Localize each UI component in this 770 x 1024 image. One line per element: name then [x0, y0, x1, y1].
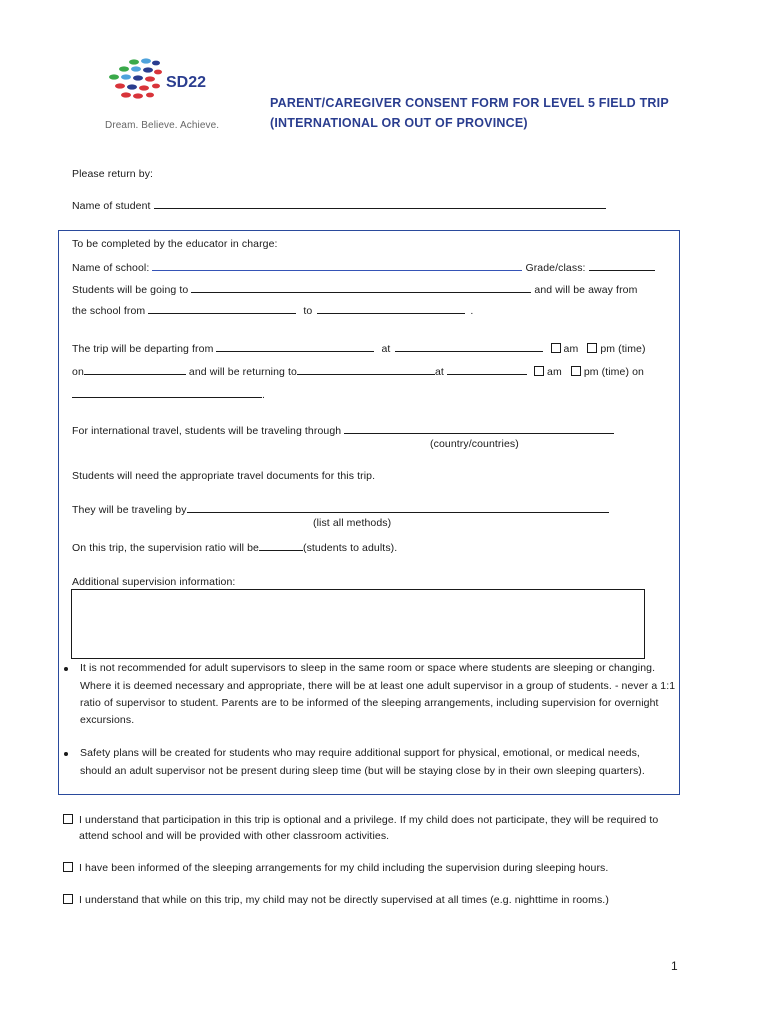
international-label: For international travel, students will be traveling through	[72, 425, 342, 437]
bullet-1-line-3: ratio of supervisor to student. Parents are to be informed of the sleeping arrangements, including supervision for overnight	[80, 697, 659, 709]
returning-am-label: am	[547, 366, 562, 378]
page-title-line-2: (INTERNATIONAL OR OUT OF PROVINCE)	[270, 116, 528, 130]
additional-supervision-textarea[interactable]	[71, 589, 645, 659]
grade-field[interactable]	[589, 259, 655, 271]
ratio-row	[72, 539, 397, 554]
logo-tagline: Dream. Believe. Achieve.	[105, 120, 220, 131]
returning-place-field[interactable]	[297, 363, 435, 375]
to-label: to	[303, 305, 313, 317]
traveling-by-row	[72, 501, 609, 516]
returning-period: .	[262, 389, 266, 401]
methods-note: (list all methods)	[313, 517, 392, 529]
consent-optional-checkbox[interactable]	[63, 814, 73, 824]
returning-date-field[interactable]	[72, 386, 262, 398]
returning-label: and will be returning to	[188, 366, 297, 378]
consent-supervision-text: I understand that while on this trip, my child may not be directly supervised at all times (e.g. nighttime in rooms.)	[79, 894, 609, 906]
consent-sleeping-text: I have been informed of the sleeping arrangements for my child including the supervision during sleeping hours.	[79, 862, 609, 874]
logo-name: SD22	[166, 74, 207, 91]
international-row	[72, 422, 614, 437]
countries-field[interactable]	[344, 422, 614, 434]
away-label: and will be away from	[534, 284, 638, 296]
departing-place-field[interactable]	[216, 340, 374, 352]
consent-sleeping-checkbox[interactable]	[63, 862, 73, 872]
bullet-2-line-1: Safety plans will be created for students who may require additional support for physical, emotional, or medical needs,	[80, 747, 640, 759]
bullet-1-line-2: Where it is deemed necessary and appropriate, there will be at least one adult supervisor in a group of students. - never a 1:1	[80, 680, 676, 692]
from-label: the school from	[72, 305, 146, 317]
returning-pm-label: pm (time) on	[583, 366, 644, 378]
returning-am-checkbox[interactable]	[534, 366, 544, 376]
dates-period: .	[470, 305, 474, 317]
ratio-field[interactable]	[259, 539, 303, 551]
to-date-field[interactable]	[317, 302, 465, 314]
dates-row	[72, 302, 473, 317]
departing-pm-label: pm (time)	[600, 343, 646, 355]
page-title-line-1: PARENT/CAREGIVER CONSENT FORM FOR LEVEL 5 FIELD TRIP	[270, 96, 669, 110]
student-name-row	[72, 197, 606, 212]
returning-row	[72, 363, 644, 378]
country-note: (country/countries)	[430, 438, 519, 450]
student-name-field[interactable]	[154, 197, 606, 209]
bullet-dot	[64, 752, 68, 756]
traveling-by-label: They will be traveling by	[72, 504, 187, 516]
page-number: 1	[671, 959, 678, 973]
school-field[interactable]	[152, 259, 522, 271]
returning-time-field[interactable]	[447, 363, 527, 375]
travel-methods-field[interactable]	[187, 501, 609, 513]
departing-am-label: am	[563, 343, 579, 355]
school-label: Name of school:	[72, 262, 150, 274]
documents-text: Students will need the appropriate travel documents for this trip.	[72, 470, 376, 482]
departing-am-checkbox[interactable]	[551, 343, 561, 353]
bullet-1-line-4: excursions.	[80, 714, 135, 726]
departing-pm-checkbox[interactable]	[587, 343, 597, 353]
bullet-dot	[64, 667, 68, 671]
departing-at-label: at	[381, 343, 391, 355]
student-name-label: Name of student	[72, 200, 151, 212]
logo	[104, 56, 224, 108]
returning-pm-checkbox[interactable]	[571, 366, 581, 376]
return-by-label: Please return by:	[72, 168, 154, 180]
consent-optional-line-2: attend school and will be provided with other classroom activities.	[79, 830, 390, 842]
returning-date-row	[72, 386, 265, 401]
bullet-1-line-1: It is not recommended for adult supervisors to sleep in the same room or space where students are sleeping or changing.	[80, 662, 656, 674]
on-label: on	[72, 366, 84, 378]
consent-optional-line-1: I understand that participation in this trip is optional and a privilege. If my child does not participate, they will be required to	[79, 814, 659, 826]
school-row	[72, 259, 655, 274]
ratio-prefix: On this trip, the supervision ratio will be	[72, 542, 259, 554]
grade-label: Grade/class:	[525, 262, 586, 274]
logo-dots-icon	[104, 56, 166, 106]
ratio-suffix: (students to adults).	[302, 542, 398, 554]
bullet-2-line-2: should an adult supervisor not be present during sleep time (but will be staying close by in their own sleeping quarters).	[80, 765, 645, 777]
from-date-field[interactable]	[148, 302, 296, 314]
going-label: Students will be going to	[72, 284, 189, 296]
additional-label: Additional supervision information:	[72, 576, 236, 588]
returning-at-label: at	[434, 366, 444, 378]
departing-label: The trip will be departing from	[72, 343, 214, 355]
departing-time-field[interactable]	[395, 340, 543, 352]
consent-supervision-checkbox[interactable]	[63, 894, 73, 904]
departing-row	[72, 340, 646, 355]
destination-field[interactable]	[191, 281, 531, 293]
destination-row	[72, 281, 637, 296]
departing-date-field[interactable]	[84, 363, 186, 375]
educator-header: To be completed by the educator in charge:	[72, 238, 278, 250]
